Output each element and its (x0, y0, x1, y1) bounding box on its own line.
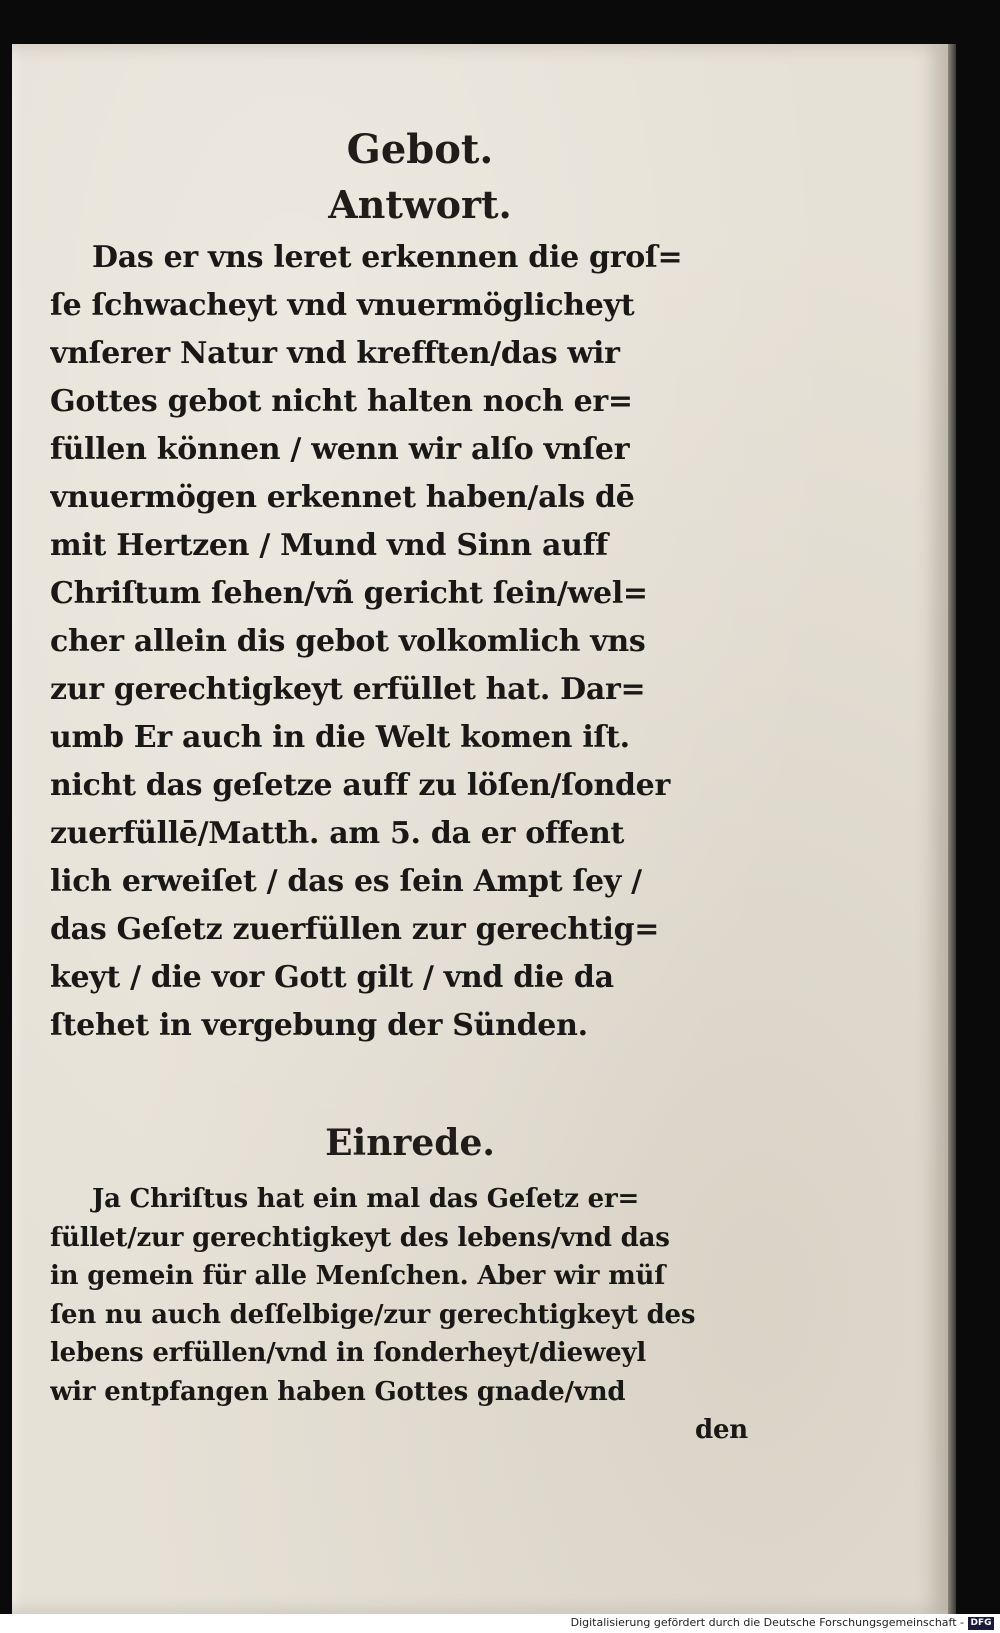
text-line: zur gerechtigkeyt erfüllet hat. Dar= (50, 672, 646, 707)
text-line: lebens erfüllen/vnd in ſonderheyt/dieweyl (50, 1338, 647, 1368)
text-line: in gemein für alle Menſchen. Aber wir müſ (50, 1261, 666, 1291)
text-line: nicht das geſetze auff zu löſen/ſonder (50, 768, 670, 803)
text-line: füllet/zur gerechtigkeyt des lebens/vnd das (50, 1222, 670, 1253)
page-edge (948, 44, 956, 1614)
footer-bar (0, 1614, 1000, 1633)
text-line: füllen können / wenn wir alſo vnſer (50, 432, 630, 467)
text-line: ſe ſchwacheyt vnd vnuermöglicheyt (50, 288, 635, 323)
footer-credit: Digitalisierung gefördert durch die Deutsche Forschungsgemeinschaft - (570, 1616, 964, 1629)
heading-antwort: Antwort. (328, 182, 512, 227)
text-block (50, 122, 750, 1450)
antwort-paragraph (50, 234, 750, 1050)
catchword: den (694, 1415, 748, 1445)
einrede-paragraph (50, 1180, 750, 1450)
text-line: ſtehet in vergebung der Sünden. (50, 1008, 588, 1043)
heading-einrede: Einrede. (325, 1122, 495, 1164)
text-line: keyt / die vor Gott gilt / vnd die da (50, 960, 614, 995)
text-line: Ja Chriſtus hat ein mal das Geſetz er= (92, 1184, 640, 1214)
text-line: Das er vns leret erkennen die groſ= (92, 240, 683, 275)
text-line: cher allein dis gebot volkomlich vns (50, 624, 646, 659)
text-line: wir entpfangen haben Gottes gnade/vnd (50, 1376, 626, 1407)
text-line: vnſerer Natur vnd krefften/das wir (50, 336, 620, 371)
text-line: mit Hertzen / Mund vnd Sinn auff (50, 528, 608, 563)
book-page (12, 44, 948, 1614)
text-line: zuerfüllē/Matth. am 5. da er offent (50, 816, 625, 851)
text-line: Chriſtum ſehen/vñ gericht ſein/wel= (50, 576, 648, 611)
text-line: lich erweiſet / das es ſein Ampt ſey / (50, 864, 642, 899)
heading-gebot: Gebot. (346, 126, 494, 173)
text-line: umb Er auch in die Welt komen iſt. (50, 720, 630, 755)
text-line: vnuermögen erkennet haben/als dē (50, 480, 635, 515)
text-line: ſen nu auch deſſelbige/zur gerechtigkeyt des (50, 1299, 696, 1330)
text-line: Gottes gebot nicht halten noch er= (50, 384, 633, 419)
text-line: das Geſetz zuerfüllen zur gerechtig= (50, 912, 660, 947)
dfg-logo-icon: DFG (968, 1617, 994, 1630)
